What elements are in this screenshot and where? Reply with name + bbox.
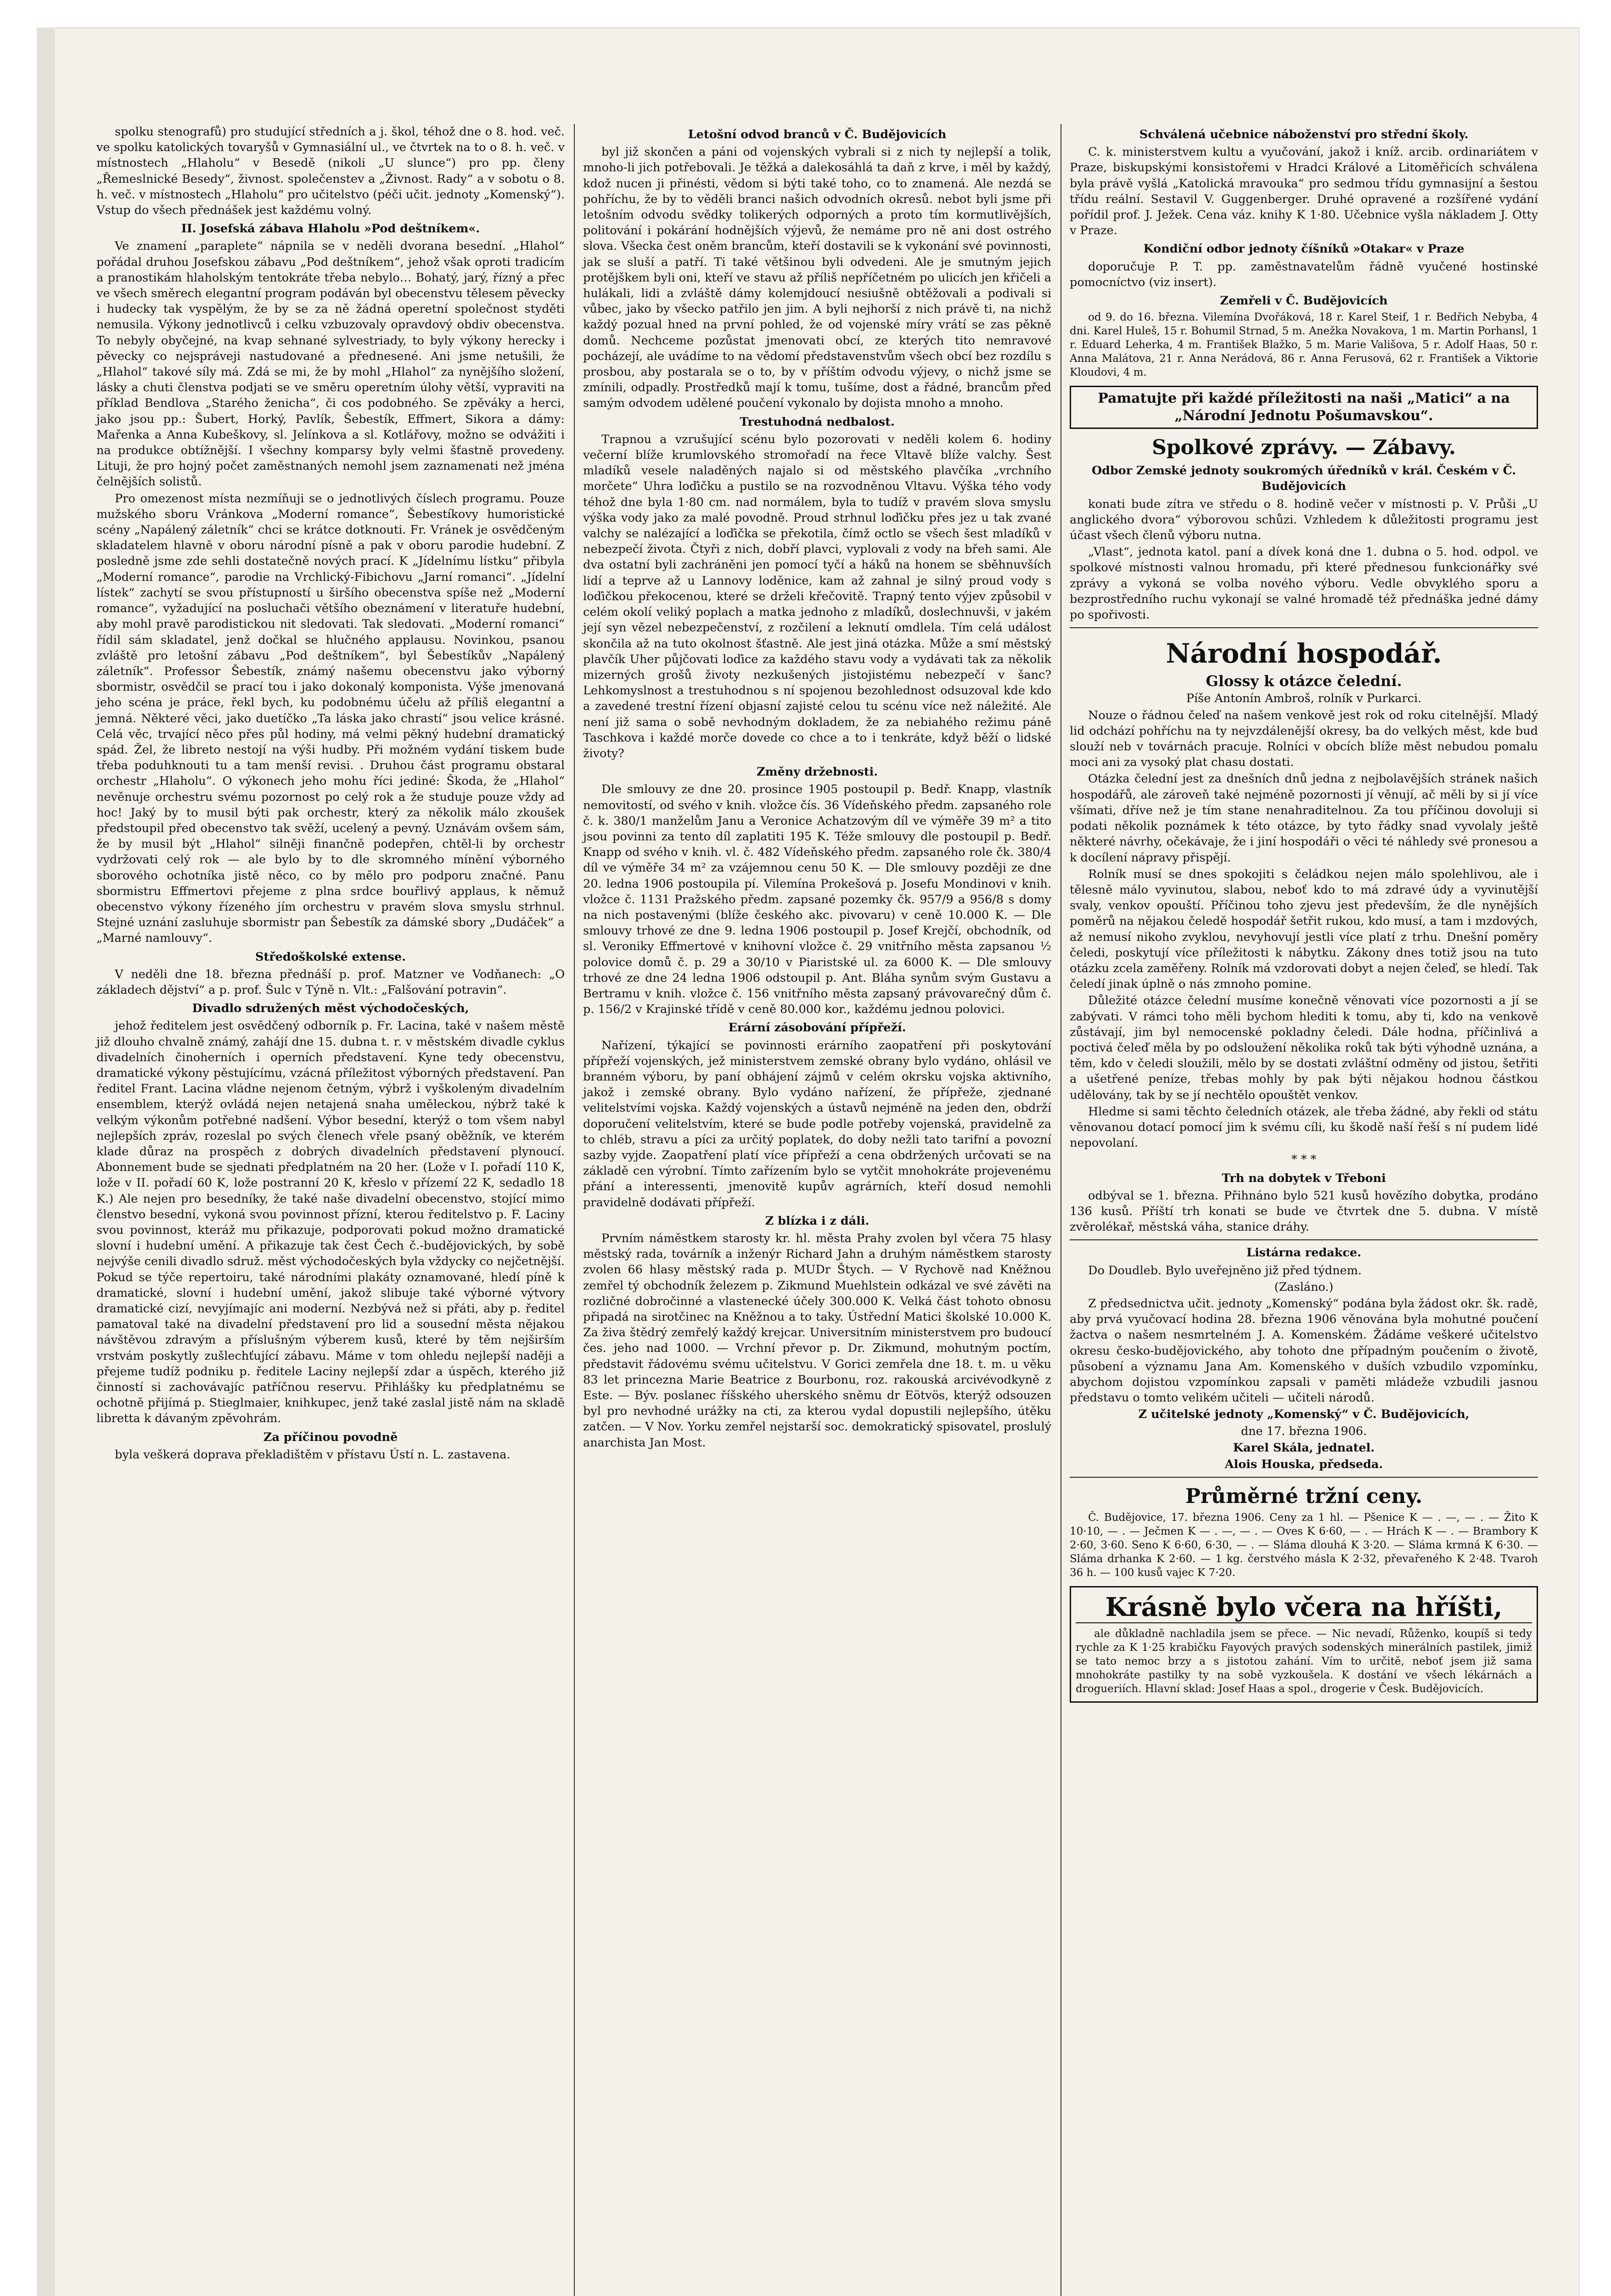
heading-listarna: Listárna redakce. [1246, 1246, 1361, 1260]
article-divadlo: jehož ředitelem jest osvědčený odborník p. Fr. Lacina, také v našem městě již dlouho chvalně známý, zahájí dne 15. dubna t. r. v městském divadle cyklus divadelních činoherních i operních představení. Kyne tedy obecenstvu, dramatické výkony pěstujícímu, vzácná příležitost výborných představení. Pan ředitel Frant. Lacina vládne nejenom četným, výbrž i vyškoleným divadelním ensemblem, kterýž ovládá nejen netajená snaha uměleckou, nýbrž také k velkým výkonům potřebné nadšení. Výbor besední, kterýž o tom všem nabyl nejlepších zpráv, rozeslal po svých členech vřele psaný oběžník, ve kterém klade důraz na prospěch z dobrých divadelních představení plynoucí. Abonnement bude se sjednati předplatném na 20 her. (Lože v I. pořadí 110 K, lože v II. pořadí 60 K, lože postranní 20 K, křeslo v přízemí 22 K, sedadlo 18 K.) Ale nejen pro besedníky, že také naše divadelní obecenstvo, stojící mimo členstvo besední, vykoná svou povinnost přízní, kterou ředitelstvo p. F. Laciny svou povinnost, kteráž mu přikazuje, podporovati pokud možno dramatické slovní i hudební umění. A přikazuje tak čest Čech č.-budějovických, by sobě nejvýše cenili divadlo sdruž. měst východočeských byla vždycky co nejčetnější. Pokud se týče repertoiru, také národními plakáty oznamované, hledí píně k dramatické, slovní i hudební umění, jakož slibuje také výborné výtvory dramatické cizí, nevyjímajíc ani moderní. Nezbývá než si přáti, aby p. ředitel pamatoval také na divadelní představení pro lid a sousední města nějakou návštěvou zdravým a příslušným výberem kusů, které by těm nejširším vrstvám poskytly zušlechťující zábavu. Máme v tom ohledu nejlepší naději a přejeme tudíž podniku p. ředitele Laciny nejlepší zdar a úspěch, kterého již činností si zachovávajíc patříčnou reservu. Přihlášky ku předplatnému se ochotně přijímá p. Stieglmaier, knihkupec, jenž také zaslal jistě nám na skladě libretta k dávaným zpěvohrám. [96, 1019, 565, 1426]
section-title-hospodar: Národní hospodář. [1166, 638, 1442, 670]
byline: Píše Antonín Ambroš, rolník v Purkarci. [1186, 692, 1422, 706]
article-vlast: „Vlast“, jednota katol. paní a dívek koná dne 1. dubna o 5. hod. odpol. ve spolkové místnosti valnou hromadu, při které přednesou funkcionářky své zprávy a vykoná se volba nového výboru. Vedle obvyklého sporu a bezprostředního ruchu vykonají se valné hromadě též přednáška jedné dámy po spořivosti. [1070, 545, 1538, 622]
column-rule-1 [574, 124, 575, 2296]
advert-text: ale důkladně nachladila jsem se přece. — Nic nevadí, Růženko, koupíš si tedy rychle za K 1·25 krabičku Fayových pravých sodenských minerálních pastilek, jimiž se tato nemoc brzy a s jistotou zahání. Vím to určitě, neboť jsem již sama mnohokráte pastilky ty na sobě vyzkoušela. K dostání ve všech lékárnách a drogueriích. Hlavní sklad: Josef Haas a spol., drogerie v Česk. Budějovicích. [1076, 1628, 1532, 1695]
signature-line-1: Z učitelské jednoty „Komenský“ v Č. Budějovicích, [1138, 1407, 1470, 1422]
heading-spolkove: Spolkové zprávy. — Zábavy. [1151, 436, 1456, 460]
signature-jednatel: Karel Skála, jednatel. [1233, 1441, 1375, 1455]
article-hlahol-2: Pro omezenost místa nezmíňuji se o jednotlivých číslech programu. Pouze mužského sboru Vránkova „Moderní romance“, Šebestíkovy humoristické scény „Napálený záletník“ chci se krátce dotknouti. Fr. Vránek je osvědčeným skladatelem hlavně v oboru národní písně a pak v oboru parodie hudební. Z posledně jsme zde sehli dostatečně nových prací. K „Jídelnímu lístku“ přibyla „Moderní romance“, parodie na Vrchlický-Fibichovu „Jarní romanci“. „Jídelní lístek“ zachytí se svou přístupností u širšího obecenstva spíše než „Moderní romance“, vyžadující na posluchači většího obeznámení v literatuře hudební, aby mohl pravě parodistickou nit sledovati. Tak sledovati. „Moderní romanci“ řídil sám skladatel, jenž dočkal se hlučného applausu. Novinkou, psanou zvláště pro letošní zábavu „Pod deštníkem“, byl Šebestíkův „Napálený záletník“. Professor Šebestík, známý našemu obecenstvu jako výborný sbormistr, osvědčil se prací tou i jako dokonalý komponista. Výše jmenovaná jeho scéna je práce, řekl bych, ku podobnému účelu až příliš elegantní a jemná. Některé věci, jako duetíčko „Ta láska jako chrastí“ jsou velice krásné. Celá věc, trvající něco přes půl hodiny, má velmi pěkný hudební dramatický spád. Žel, že libreto nestojí na výši hudby. Při možném vydání tiskem bude třeba poduhknouti tu a tam menší revisi. . Druhou část programu obstaral orchestr „Hlaholu“. O výkonech jeho mohu říci jediné: Škoda, že „Hlahol“ nevěnuje orchestru svému pozornost po celý rok a že studuje pouze vždy ad hoc! Jaký by to musil býti pak orchestr, který za několik málo zkoušek předstoupil před obecenstvo tak svěží, ucelený a pevný. Uznávám ovšem sám, že by musil být „Hlahol“ silněji finančně podepřen, chtěl-li by orchestr vydržovati celý rok — ale bylo by to dle skromného mínění výborného sborového ochotníka jistě něco, co by mělo pro podporu značné. Panu sbormistru Effmertovi přejeme z plna srdce bouřlivý applaus, k němuž obecenstvo výkony řízeného jím orchestru v pravém slova smyslu strhnul. Stejné uznání zasluhuje sbormistr pan Šebestík za dámské sbory „Dudáček“ a „Marné namlouvy“. [96, 491, 565, 945]
heading-zemreli: Zemřeli v Č. Budějovicích [1220, 294, 1388, 308]
heading-zblizka: Z blízka i z dáli. [765, 1214, 870, 1228]
heading-priprez: Erární zásobování přípřeží. [728, 1021, 906, 1035]
market-prices: Č. Budějovice, 17. března 1906. Ceny za 1 hl. — Pšenice K — . —, — . — Žito K 10·10, — . — Ječmen K — . —, — . — Oves K 6·60, — . — Hrách K — . — Brambory K 2·60, 3·60. Seno K 6·60, 6·30, — . — Sláma dlouhá K 3·20. — Sláma krmná K 6·30. — Sláma drhanka K 2·60. — 1 kg. čerstvého másla K 2·32, převařeného K 2·48. Tvaroh 36 h. — 100 kusů vajec K 7·20. [1070, 1512, 1538, 1579]
stars-separator: * * * [1291, 1153, 1317, 1167]
article-odvod: byl již skončen a páni od vojenských vybrali si z nich ty nejlepší a tolik, mnoho-li jich potřebovali. Je těžká a dalekosáhlá ta daň z krve, i měl by každý, kdož nucen ji přinésti, vědom si býti také toho, co to znamená. Ale nezdá se pohříchu, že by to věděli branci našich odvodních okresů. nebot byli jsme při letošním odvodu svědky tolikerých odporných a proto tím kormutlivějších, politování i pokárání hodnějších výjevů, že nemáme pro ně ani dost ostrého slova. Všecka čest oněm brancům, kteří dostavili se k vykonání své povinnosti, jak se sluší a patří. Ti také většinou byli odvedeni. Ale je smutným jejich protějškem byli oni, kteří ve stavu až příliš nepříčetném po ulicích jen křičeli a hulákali, lidi a zvláště dámy kolemjdoucí nesiušně obtěžovali a podivali si vůbec, jako by všecko patřilo jen jim. A byli nejhorší z nich právě ti, na nichž každý pozual hned na první pohled, že od vojenské míry vrátí se zas pěkně domů. Nechceme pozůstat jmenovati obcí, ze kterých tito nemravové pocházejí, ale uvádíme to na vědomí představenstvům všech obcí bez rozdílu s prosbou, aby postarala se o to, by v příštím odvodu výjevy, o nichž jsme se zmínili, odpadly. Prostředků mají k tomu, tušíme, dost a řádné, brancům před samým odvodem udělené poučení vykonalo by dojista mnoho a mnoho. [583, 145, 1051, 411]
article-komensky: Z předsednictva učit. jednoty „Komenský“ podána byla žádost okr. šk. radě, aby prvá vyučovací hodina 28. března 1906 věnována byla mohutné poučení žactva o našem nesmrtelném J. A. Komenském. Žádáme veškeré učitelstvo okresu česko-budějovického, aby tohoto dne případným poučením o životě, působení a významu Jana Am. Komenského v duších vzbudilo vzpomínku, abychom dojistou vzpomínkou zapsali v paměti mládeže vzbudili jasnou představu o tomto velikém učiteli — učiteli národů. [1070, 1296, 1538, 1405]
article-celed-3: Rolník musí se dnes spokojiti s čeládkou nejen málo spolehlivou, ale i tělesně málo vyvinutou, slabou, neboť kdo to má zdravé údy a vyvinutější svaly, venkov opouští. Příčinou toho zjevu jest především, že dle nynějších poměrů na nějakou čeledě hospodář šetřit rukou, kdo musí, a tam i mzdových, až nemusí nikoho zvyklou, nevyhovují jestli více platí z trhu. Dnešní poměry čeledi, poskytují více příležitosti k nábytku. Zákony dnes totiž jsou na tuto otázku zcela zaměřeny. Rolník má vzdorovati dobyt a nejen čeleď, se hledí. Tak čeledí jinak úplně o nás zmnoho pomine. [1070, 867, 1538, 991]
article-celed-1: Nouze o řádnou čeleď na našem venkově jest rok od roku citelnější. Mladý lid odchází pohříchu na ty nejvzdálenější okresy, ba do velkých měst, kde bud slouží neb v továrnách pracuje. Rolníci v obcích blíže měst nebudou pomalu moci ani za vysoký plat chasu dostati. [1070, 708, 1538, 770]
intro-text: spolku stenografů) pro studující středních a j. škol, téhož dne o 8. hod. več. ve spolku katolických tovaryšů v Gymnasiální ul., ve čtvrtek na to o 8. h. več. v místnostech „Hlaholu“ v Besedě (nikoli „U slunce“) pro pp. členy „Řemeslnické Besedy“, živnost. společenstev a „Živnost. Rady“ a v sobotu o 8. h. več. v místnostech „Hlaholu“ pro učitelstvo (péči učit. jednoty „Komenský“). Vstup do všech přednášek jest každému volný. [96, 125, 565, 218]
heading-divadlo: Divadlo sdružených měst východočeských, [192, 1002, 469, 1016]
divider [1070, 1239, 1538, 1240]
article-odbor: konati bude zítra ve středu o 8. hodině večer v místnosti p. V. Průši „U anglického dvora“ výborovou schůzi. Vzhledem k důležitosti programu jest účast všech členů výboru nutna. [1070, 497, 1538, 543]
heading-glossy: Glossy k otázce čelední. [1206, 672, 1402, 690]
article-povoden: byla veškerá doprava překladištěm v přístavu Ústí n. L. zastavena. [115, 1447, 511, 1462]
heading-hlahol: II. Josefská zábava Hlaholu »Pod deštníkem«. [181, 222, 480, 236]
heading-nedbalost: Trestuhodná nedbalost. [740, 415, 895, 429]
newspaper-page [37, 28, 1579, 2296]
advert-box [1070, 1586, 1538, 1703]
heading-trh: Trh na dobytek v Třeboni [1222, 1171, 1386, 1185]
article-otakar: doporučuje P. T. pp. zaměstnavatelům řádně vyučené hostinské pomocníctvo (viz insert). [1070, 259, 1538, 289]
heading-otakar: Kondiční odbor jednoty číšníků »Otakar« v Praze [1143, 242, 1465, 256]
heading-drzebnost: Změny držebnosti. [756, 765, 878, 779]
article-celed-5: Hledme si sami těchto čeledních otázek, ale třeba žádné, aby řekli od státu věnovanou dotací pomocí jim k svému cíli, ku škodě naší řeší s ní pudem lidé nepovolaní. [1070, 1104, 1538, 1150]
heading-odvod: Letošní odvod branců v Č. Budějovicích [688, 128, 947, 141]
article-listarna: Do Doudleb. Bylo uveřejněno již před týdnem. [1088, 1263, 1362, 1277]
zaslano-label: (Zasláno.) [1274, 1280, 1334, 1294]
divider [1070, 1477, 1538, 1478]
article-celed-4: Důležité otázce čelední musíme konečně věnovati více pozornosti a jí se zabývati. V rámci toho měli bychom hlediti k tomu, aby ti, kdo na venkově zůstávají, jim byl nemocenské pokladny čeledi. Dále hodna, příčinlivá a poctivá čeleď měla by po odsloužení několika roků tak býti výhodně uznána, a těm, kdo v čeledi sloužili, mělo by se dostati zvláštní odměny od jistou, šetřiti a ušetřené peníze, třebas mohly by pak býti nějakou hodnou částkou udělovány, tak by se jí nechtělo opouštět venkov. [1070, 994, 1538, 1102]
heading-povoden: Za příčinou povodně [263, 1430, 398, 1444]
article-zemreli: od 9. do 16. března. Vilemína Dvořáková, 18 r. Karel Steif, 1 r. Bedřich Nebyba, 4 dni. Karel Huleš, 15 r. Bohumil Strnad, 5 m. Anežka Novakova, 1 m. Martin Porhansl, 1 r. Eduard Leherka, 4 m. František Blažko, 5 m. Marie Vališova, 5 r. Adolf Haas, 50 r. Anna Malátova, 21 r. Anna Nerádová, 86 r. Anna Ferusová, 62 r. František a Viktorie Kloudovi, 4 m. [1070, 311, 1538, 379]
article-trh: odbýval se 1. března. Přihnáno bylo 521 kusů hovězího dobytka, prodáno 136 kusů. Příští trh konati se bude ve čtvrtek dne 5. dubna. V místě zvěrolékař, městská váha, stanice dráhy. [1070, 1188, 1538, 1234]
article-drzebnost: Dle smlouvy ze dne 20. prosince 1905 postoupil p. Bedř. Knapp, vlastník nemovitostí, od svého v knih. vložce čís. 36 Vídeňského předm. zapsaného role č. k. 380/1 manželům Janu a Veronice Achatzovým díl ve výměře 39 m² a tito jsou povinni za tento díl zaplatiti 195 K. Téže smlouvy dle postoupil p. Bedř. Knapp od svého v knih. vl. č. 482 Vídeňského předm. zapsaného role čk. 380/4 díl ve výměře 34 m² za vzájemnou cenu 50 K. — Dle smlouvy později ze dne 20. ledna 1906 postoupila pí. Vilemína Prokešová p. Josefu Mondinovi v knih. vložce č. 1131 Pražského předm. zapsané pozemky čk. 957/9 a 956/8 s domy na nich postavenými (blíže českého akc. pivovaru) v ceně 10.000 K. — Dle smlouvy trhové ze dne 9. ledna 1906 postoupil p. Josef Krejčí, obchodník, od sl. Veroniky Effmertové v knihovní vložce č. 29 vnitřního města zapsanou ½ polovice domů č. p. 29 a 30/10 v Piaristské ul. za 6000 K. — Dle smlouvy trhové ze dne 24 ledna 1906 odstoupil p. Ant. Bláha synům svým Gustavu a Bertramu v knih. vložce č. 156 vnitřního města zapsaný právovarečný dům č. p. 156/2 v Krajinské třídě v ceně 80.000 kor., každému jednou polovici. [583, 782, 1051, 1017]
article-extense: V neděli dne 18. března přednáší p. prof. Matzner ve Vodňanech: „O základech dějství“ a p. prof. Šulc v Týně n. Vlt.: „Falšování potravin“. [96, 967, 565, 997]
matice-notice: Pamatujte při každé příležitosti na naši „Matici“ a na „Národní Jednotu Pošumavskou“. [1070, 386, 1538, 429]
column-1 [96, 124, 565, 1463]
article-hlahol-1: Ve znamení „paraplete“ nápnila se v neděli dvorana besední. „Hlahol“ pořádal druhou Josefskou zábavu „Pod deštníkem“, jehož však oproti tradicím a pranostikám hlaholským tentokráte třeba nebylo… Bohatý, jarý, řízný a přec ve všech směrech elegantní program podáván byl obecenstvu tělesem pěvecky i hudecky tak vyspělým, že by se za ně žádná operetní společnost styděti nemusila. Výkony jednotlivců i celku vzbuzovaly opravdový obdiv obecenstva. To nebyly obyčejné, na kvap sehnané sylvestriady, to byly výkony herecky i pěvecky co nejspráveji nastudované a přednesené. Ani jsme netušili, že „Hlahol“ takové síly má. Zdá se mi, že by mohl „Hlahol“ za nynějšího složení, lásky a chuti členstva podjati se ve směru operetním úlohy větší, vypraviti na příklad Bendlova „Starého ženicha“, či cos podobného. Se zpěváky a herci, jako jsou pp.: Šubert, Horký, Pavlík, Šebestík, Effmert, Sikora a dámy: Mařenka a Anna Kubeškovy, sl. Jelínkova a sl. Kotlářovy, možno se odvážiti i na produkce obtížnější. I všechny komparsy byly velmi šťastně provedeny. Lituji, že pro hojný počet zaměstnaných nemohl jsem zaznamenati než jména čelnějších solistů. [96, 239, 565, 489]
article-celed-2: Otázka čelední jest za dnešních dnů jedna z nejbolavějších stránek našich hospodářů, ale zároveň také nejméně pozornosti jí věnují, ač měli by si jí více všímati, dříve než je tím stane nenahraditelnou. Za tou příčinou dovoluji si podati několik poznámek k této otázce, by tyto řádky snad vyvolaly ještě některé návrhy, očekávaje, že i jiní hospodáři o věci té náhledy své pronesou a k docílení nápravy přispějí. [1070, 772, 1538, 865]
advert-title: Krásně bylo včera na hříšti, [1076, 1592, 1532, 1623]
page-edge [37, 28, 55, 2296]
column-3 [1070, 124, 1538, 1703]
heading-extense: Středoškolské extense. [255, 950, 406, 964]
article-ucebnice: C. k. ministerstvem kultu a vyučování, jakož i kníž. arcib. ordinariátem v Praze, biskupskými konsistořemi v Hradci Králové a Litoměřicích schválena byla právě vyšlá „Katolická mravouka“ pro sedmou třídu gymnasijní a šestou třídu reální. Sestavil V. Guggenberger. Druhé opravené a rozšířené vydání pořídil prof. J. Ježek. Cena váz. knihy K 1·80. Učebnice vyšla nákladem J. Otty v Praze. [1070, 145, 1538, 238]
signature-predseda: Alois Houska, předseda. [1224, 1458, 1383, 1472]
heading-odbor: Odbor Zemské jednoty soukromých úředníků v král. Českém v Č. Budějovicích [1091, 464, 1516, 494]
article-zblizka: Prvním náměstkem starosty kr. hl. města Prahy zvolen byl včera 75 hlasy městský rada, továrník a inženýr Richard Jahn a druhým náměstkem starosty zvolen 66 hlasy městský rada p. MUDr Štych. — V Rychově nad Kněžnou zemřel tý obchodník železem p. Zikmund Muehlstein odkázal ve své závěti na rozličné dobročinné a vlastenecké účely 300.000 K. Velká část tohoto obnosu připadá na sirotčinec na Kněžnou a to taky. Ústřední Matici školské 10.000 K. Za živa štědrý zemřelý každý krejcar. Universitním ministerstvem pro budoucí čes. jeho nad 1000. — Vrchní převor p. Dr. Zikmund, mohutným poctím, představit řádovému svému učitelstvu. V Gorici zemřela dne 18. t. m. u věku 83 let princezna Marie Beatrice z Bourbonu, roz. rakouská arcivévodkyně z Este. — Býv. poslanec říšského uherského sněmu dr Eötvös, kterýž odsouzen byl pro nevhodné urážky na cti, za kterou vydal dopustili nejlepšího, útěku zatčen. — V Nov. Yorku zemřel nejstarší soc. demokratický spisovatel, proslulý anarchista Jan Most. [583, 1232, 1051, 1450]
divider [1070, 627, 1538, 628]
heading-market: Průměrné tržní ceny. [1185, 1485, 1423, 1508]
column-2 [583, 124, 1051, 1452]
article-nedbalost: Trapnou a vzrušující scénu bylo pozorovati v neděli kolem 6. hodiny večerní blíže krumlovského stromořadí na řece Vltavě blíže valchy. Šest mladíků vesele naladěných najalo si od městského plavčíka „vrchního morčete“ Uhra loďičku a pustilo se na rozvodněnou Vltavu. Výška tého vody téhož dne byla 1·80 cm. nad normálem, byla to tudíž v pravém slova smyslu výška vody jako za malé povodně. Proud strhnul loďičku přes jez u tak zvané valchy se nalézající a loďička se překotila, čímž octlo se všech šest mladíků v nebezpečí života. Čtyři z nich, dobří plavci, vyplovali z vody na břeh sami. Ale dva ostatní byli zachráněni jen pomocí tyčí a háků na honem se sběhnuvších lidí a teprve až u Lannovy loděnice, kam až zahnal je silný proud vody s loďičkou překocenou, které se drželi křečovitě. Trapný tento výjev způsobil v celém okolí veliký poplach a matka jednoho z mladíků, doslechnuvši, v jakém její syn vězel nebezpečenství, z rozčilení a leknutí omdlela. Tím celá událost skončila až na tuto okolnost šťastně. Ale jest jiná otázka. Může a smí městský plavčík Uher půjčovati loďice za každého stavu vody a vydávati tak za několik mizerných grošů životy nezkušených jistojistému nebezpečí v šanc? Lehkomyslnost a trestuhodnou s ní spojenou bezohlednost odsuzoval kde kdo a zavedené trestní řízení objasní zajisté celou tu scénu více než náležité. Ale není již sama o sobě nevhodným dokladem, že za nebiahého režimu páně Taschkova i každé morče dovede co chce a to i tenkráte, když běží o lidské životy? [583, 432, 1051, 760]
signature-line-2: dne 17. března 1906. [1241, 1424, 1367, 1438]
article-priprez: Nařízení, týkající se povinnosti erárního zaopatření při poskytování přípřeží vojenských, jež ministerstvem zemské obrany bylo vydáno, ohlásil ve branném výboru, by paní obhájení zájmů v celém okrsku vojska aktivního, jakož i zemské obrany. Bylo vydáno nařízení, že přípřeže, zjednané velitelstvími vojska. Každý vojenských a ústavů nejméně na jeden den, obdrží doporučení velitelstvím, které se bude podle potřeby vojenská, pravidelně za to chléb, stravu a píci za určitý poplatek, do doby nežli tato tarifní a povozní sazby vyjde. Zaopatření platí více přípřeží a cena obdržených určovati se na základě cen výrobní. Tímto zařízením bylo se vytčit mnohokráte projevenému přání a interessenti, jmenovitě kupův agrárních, kteří dosud nemohli pravidelně dodávati přípřeží. [583, 1038, 1051, 1210]
heading-ucebnice: Schválená učebnice náboženství pro střední školy. [1139, 128, 1469, 141]
